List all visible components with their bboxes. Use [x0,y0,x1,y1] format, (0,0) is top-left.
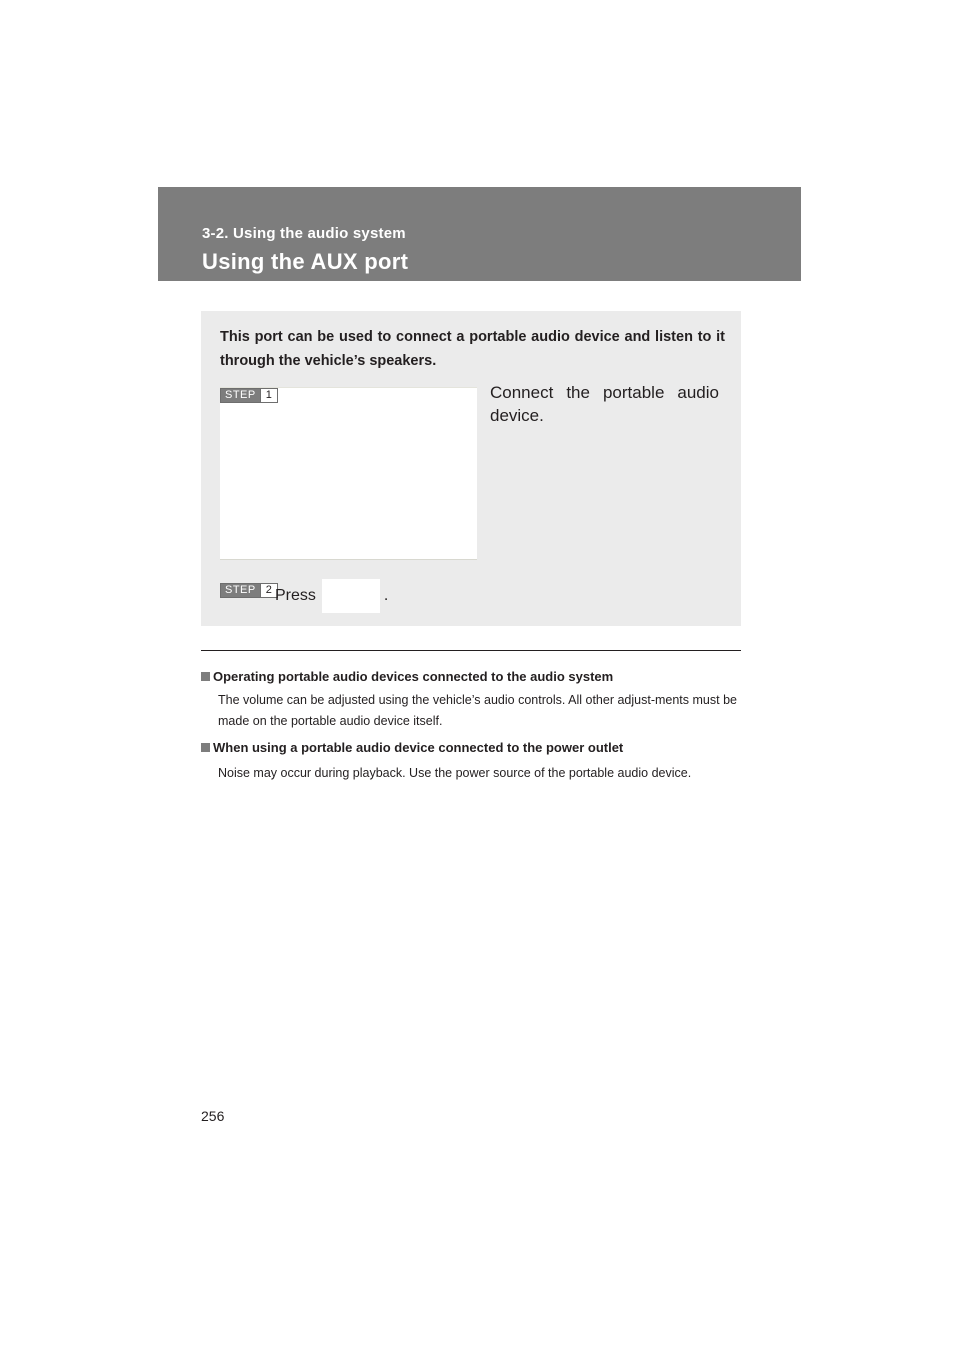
section-label: 3-2. Using the audio system [202,225,406,242]
illustration-area [220,387,477,560]
note-heading-text: Operating portable audio devices connected to the audio system [213,669,614,684]
step-word: STEP [221,389,260,402]
step-word: STEP [221,584,260,597]
step-1-text: Connect the portable audio device. [490,383,719,425]
intro-text: This port can be used to connect a portable audio device and listen to it through the vehicle’s speakers. [220,329,725,369]
step-2-press-label: Press [275,587,316,604]
aux-button-illustration [322,579,380,613]
note-heading-operating [201,669,613,684]
note-heading-text: When using a portable audio device connected to the power outlet [213,740,624,755]
step-1-badge [220,388,278,403]
page-title: Using the AUX port [202,249,409,274]
step-2-badge [220,583,278,598]
square-bullet-icon [201,743,210,752]
note-body-power-outlet: Noise may occur during playback. Use the power source of the portable audio device. [218,766,692,780]
divider [201,650,741,651]
step-2-period: . [383,587,389,604]
square-bullet-icon [201,672,210,681]
note-body-operating: The volume can be adjusted using the vehicle’s audio controls. All other adjust-ments must be made on the portable audio device itself. [218,693,737,728]
step-number: 2 [260,584,277,597]
info-box [201,311,741,626]
header-band [158,187,801,281]
page-number: 256 [201,1108,225,1124]
step-2-text [275,579,388,613]
note-heading-power-outlet [201,740,623,755]
step-number: 1 [260,389,277,402]
